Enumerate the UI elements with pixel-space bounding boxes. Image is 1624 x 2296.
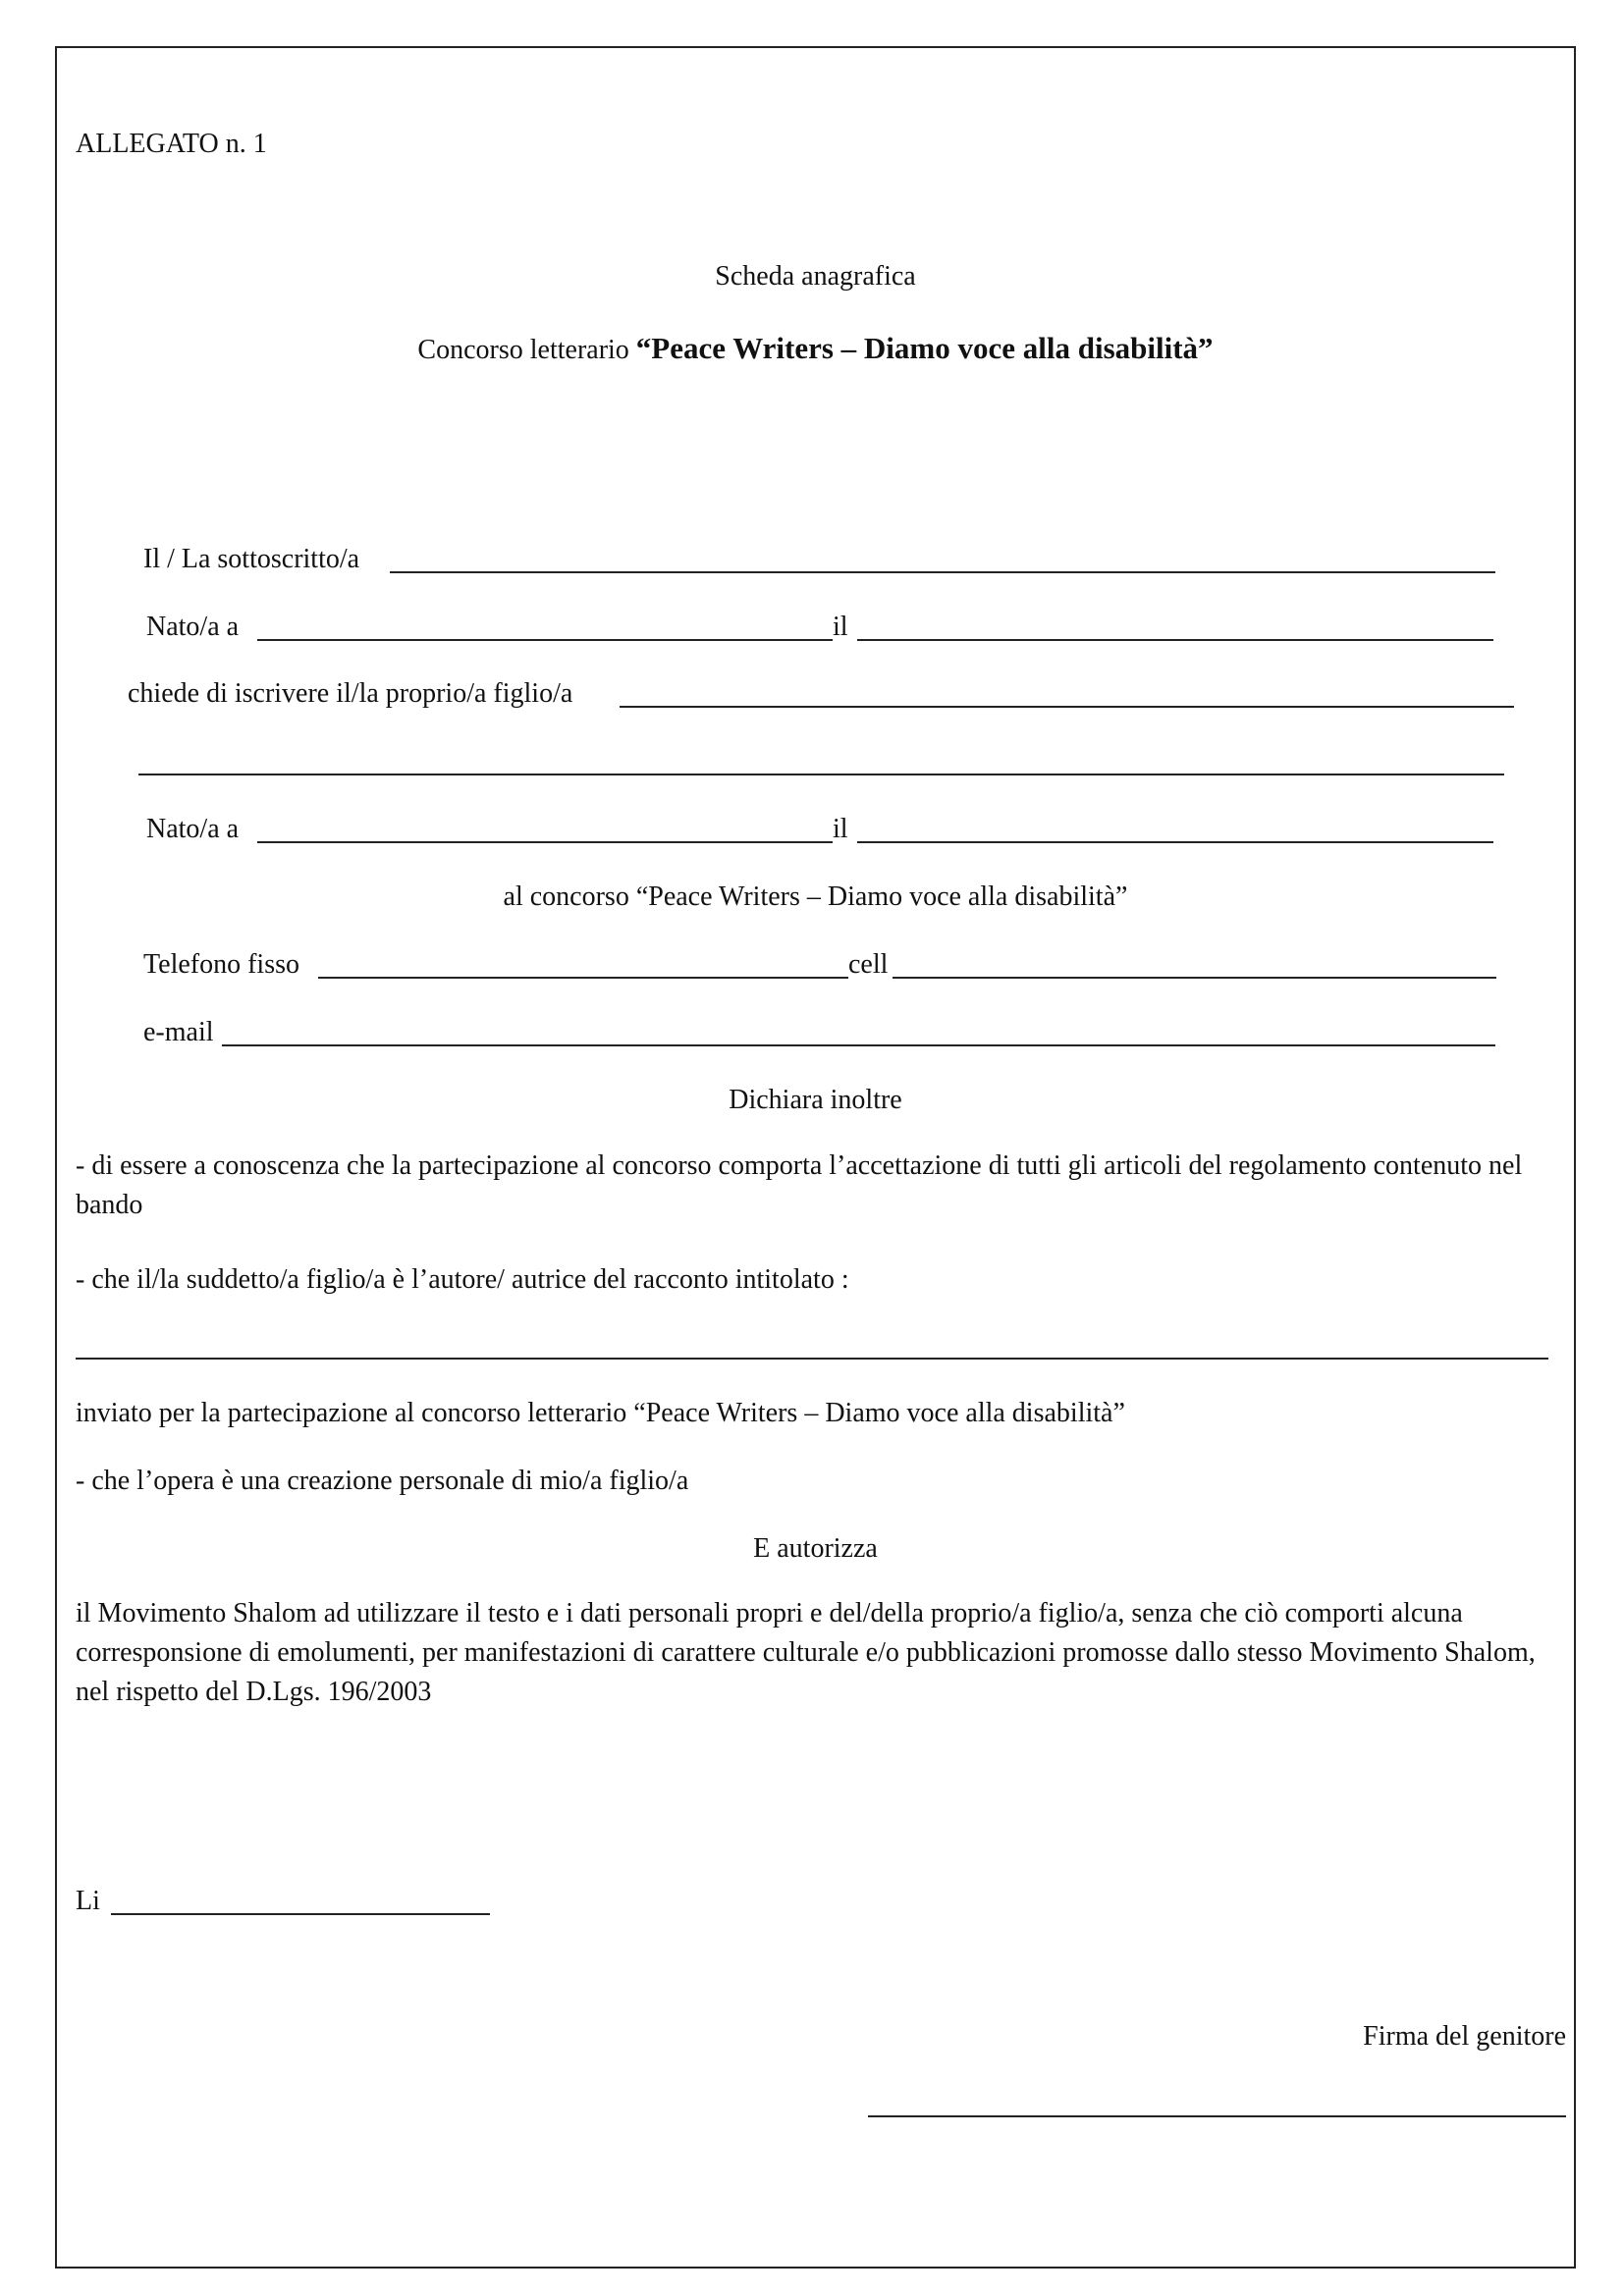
form-title: Scheda anagrafica	[715, 261, 916, 292]
contest-line: al concorso “Peace Writers – Diamo voce alla disabilità”	[503, 881, 1128, 912]
declaration-item-4: - che l’opera è una creazione personale di mio/a figlio/a	[76, 1466, 689, 1496]
child-birthdate-label: il	[833, 814, 848, 844]
child-name-field[interactable]	[620, 706, 1514, 708]
child-birthplace-label: Nato/a a	[146, 814, 240, 844]
enroll-label: chiede di iscrivere il/la proprio/a figlio/a	[128, 678, 573, 709]
contest-title-prefix: Concorso letterario	[417, 335, 636, 365]
birthdate-label: il	[833, 612, 848, 642]
cell-label: cell	[848, 949, 889, 980]
signatory-label: Il / La sottoscritto/a	[143, 544, 360, 574]
child-name-field-continued[interactable]	[138, 774, 1504, 775]
declaration-item-1: - di essere a conoscenza che la partecipazione al concorso comporta l’accettazione di tutti gli articoli del regolamento contenuto nel bando	[76, 1150, 1523, 1220]
place-label: Li	[76, 1886, 100, 1916]
signature-label: Firma del genitore	[1363, 2021, 1566, 2052]
authorization-heading: E autorizza	[753, 1533, 878, 1564]
cell-field[interactable]	[893, 977, 1496, 979]
declaration-item-2: - che il/la suddetto/a figlio/a è l’autore/ autrice del racconto intitolato :	[76, 1264, 849, 1295]
declaration-heading: Dichiara inoltre	[729, 1085, 902, 1115]
place-date-field[interactable]	[111, 1913, 490, 1915]
email-field[interactable]	[222, 1044, 1495, 1046]
phone-label: Telefono fisso	[143, 949, 300, 980]
birthdate-field[interactable]	[857, 639, 1493, 641]
birthplace-field[interactable]	[257, 639, 833, 641]
signature-field[interactable]	[868, 2115, 1566, 2117]
phone-field[interactable]	[318, 977, 848, 979]
birthplace-label: Nato/a a	[146, 612, 240, 642]
contest-title	[55, 332, 1576, 367]
attachment-label: ALLEGATO n. 1	[76, 129, 267, 159]
story-title-field[interactable]	[76, 1358, 1548, 1360]
contest-title-name: “Peace Writers – Diamo voce alla disabilità”	[635, 331, 1214, 365]
declaration-item-3: inviato per la partecipazione al concorso letterario “Peace Writers – Diamo voce alla disabilità”	[76, 1398, 1125, 1428]
authorization-text: il Movimento Shalom ad utilizzare il testo e i dati personali propri e del/della proprio/a figlio/a, senza che ciò comporti alcuna corresponsione di emolumenti, per manifestazioni di carattere culturale e/o pubblicazioni promosse dallo stesso Movimento Shalom, nel rispetto del D.Lgs. 196/2003	[76, 1598, 1536, 1707]
child-birthplace-field[interactable]	[257, 841, 833, 843]
child-birthdate-field[interactable]	[857, 841, 1493, 843]
signatory-field[interactable]	[390, 571, 1495, 573]
email-label: e-mail	[143, 1017, 214, 1047]
